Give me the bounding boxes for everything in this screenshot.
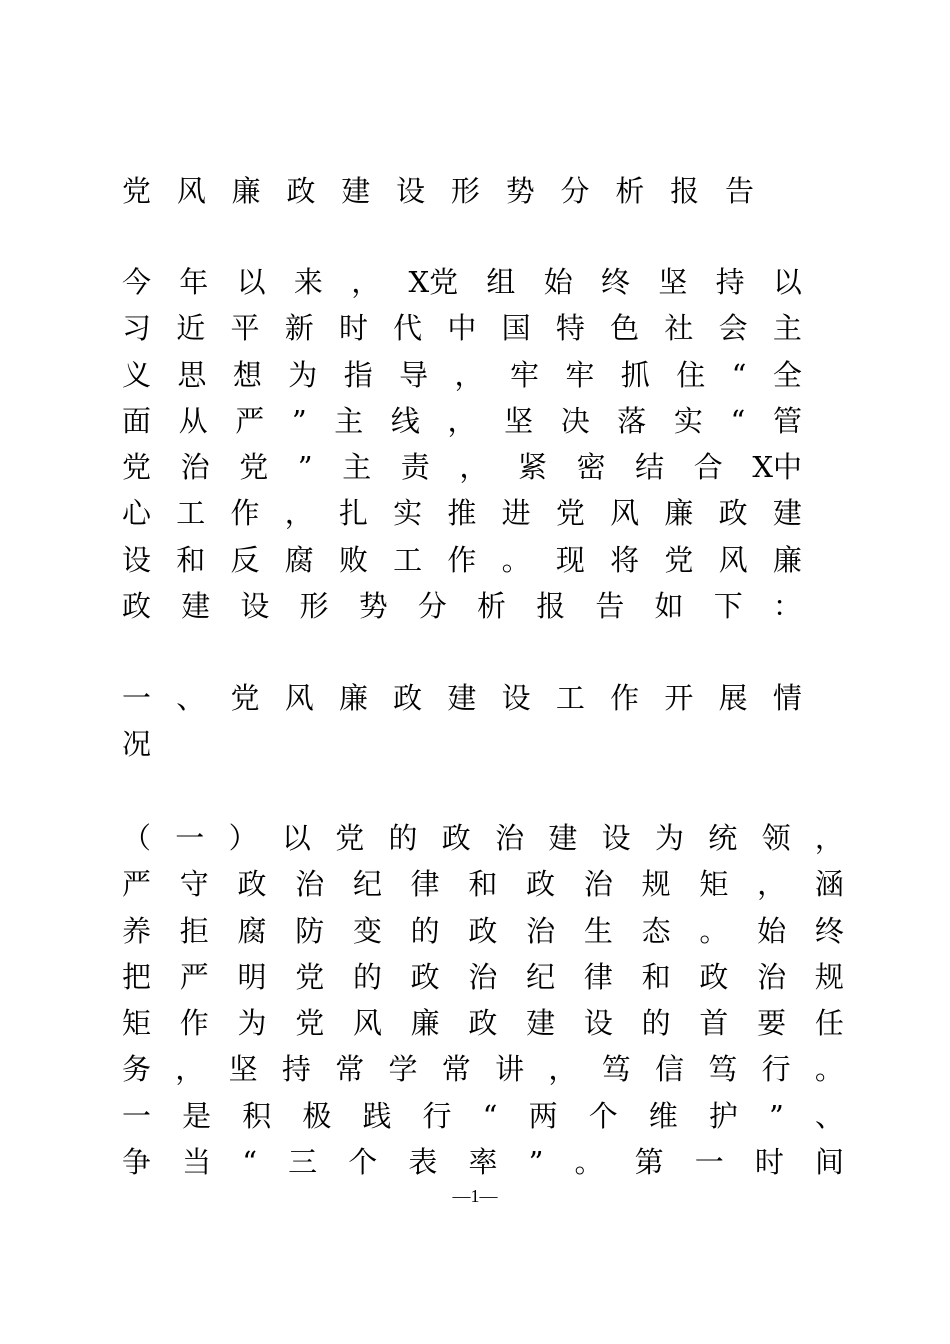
text-character: 的 xyxy=(410,913,440,948)
text-character: 告 xyxy=(595,589,625,624)
text-character: 治 xyxy=(180,450,210,485)
text-character: 党 xyxy=(295,1006,325,1041)
text-character: 治 xyxy=(495,821,525,855)
text-character: 涵 xyxy=(814,867,844,902)
text-character: 政 xyxy=(468,1006,498,1041)
text-character: ， xyxy=(447,403,477,438)
text-character: 一 xyxy=(122,1098,152,1133)
text-character: 政 xyxy=(237,867,267,902)
text-character: 和 xyxy=(641,959,671,994)
text-character: 政 xyxy=(393,681,423,715)
text-character: ， xyxy=(814,821,844,855)
text-character: 以 xyxy=(236,265,266,299)
text-character: 拒 xyxy=(179,913,209,948)
text-character: 建 xyxy=(341,174,371,208)
text-character: ” xyxy=(297,450,313,485)
text-line xyxy=(122,259,802,305)
text-character: ， xyxy=(454,357,484,392)
text-character: ： xyxy=(772,589,802,624)
text-character: X党 xyxy=(408,265,459,299)
text-character: 导 xyxy=(399,357,429,392)
text-character: ， xyxy=(284,496,314,531)
text-character: 第 xyxy=(634,1145,664,1180)
text-character: 主 xyxy=(334,403,364,438)
text-character: 政 xyxy=(468,913,498,948)
text-character: 平 xyxy=(230,311,260,346)
text-character: 争 xyxy=(122,1145,152,1180)
text-character: 矩 xyxy=(122,1006,152,1041)
text-line xyxy=(122,168,754,214)
text-character: 现 xyxy=(555,542,585,577)
text-character: 生 xyxy=(583,913,613,948)
text-character: 从 xyxy=(178,403,208,438)
text-character: ， xyxy=(459,450,489,485)
text-character: 严 xyxy=(122,867,152,902)
text-line xyxy=(122,398,802,444)
text-character: ） xyxy=(228,821,258,855)
text-line xyxy=(122,861,844,907)
text-character: 以 xyxy=(281,821,311,855)
text-character: 矩 xyxy=(699,867,729,902)
text-character: ， xyxy=(548,1052,578,1087)
text-character: 时 xyxy=(338,311,368,346)
text-character: 坚 xyxy=(228,1052,258,1087)
text-character: 风 xyxy=(718,542,748,577)
text-character: 情 xyxy=(772,681,802,715)
text-character: 思 xyxy=(177,357,207,392)
section-heading-1 xyxy=(122,675,802,768)
text-line xyxy=(122,1000,844,1046)
text-character: 主 xyxy=(772,311,802,346)
text-character: 、 xyxy=(814,1098,844,1133)
text-character: 首 xyxy=(699,1006,729,1041)
text-character: 中 xyxy=(447,311,477,346)
text-character: 率 xyxy=(468,1145,498,1180)
text-character: 持 xyxy=(715,265,745,299)
text-character: 分 xyxy=(560,174,590,208)
text-character: 风 xyxy=(176,174,206,208)
text-character: 党 xyxy=(335,821,365,855)
text-character: 败 xyxy=(338,542,368,577)
text-character: ， xyxy=(175,1052,205,1087)
text-line xyxy=(122,583,802,629)
text-character: 来 xyxy=(293,265,323,299)
text-character: 讲 xyxy=(495,1052,525,1087)
text-character: 住 xyxy=(676,357,706,392)
text-character: 廉 xyxy=(772,542,802,577)
text-character: 治 xyxy=(468,959,498,994)
text-character: 形 xyxy=(299,589,329,624)
text-character: “ xyxy=(731,357,747,392)
text-character: 领 xyxy=(761,821,791,855)
text-character: 廉 xyxy=(410,1006,440,1041)
text-character: 务 xyxy=(122,1052,152,1087)
text-character: 告 xyxy=(724,174,754,208)
text-character: 会 xyxy=(718,311,748,346)
text-line xyxy=(122,352,802,398)
text-character: 党 xyxy=(122,174,152,208)
text-character: 态 xyxy=(641,913,671,948)
text-character: 国 xyxy=(501,311,531,346)
text-character: 信 xyxy=(654,1052,684,1087)
text-character: 党 xyxy=(239,450,269,485)
text-character: 设 xyxy=(240,589,270,624)
text-character: 设 xyxy=(122,542,152,577)
text-character: ， xyxy=(351,265,381,299)
text-character: 间 xyxy=(814,1145,844,1180)
text-character: 落 xyxy=(617,403,647,438)
text-character: 的 xyxy=(388,821,418,855)
text-line xyxy=(122,1046,844,1092)
text-character: 进 xyxy=(501,496,531,531)
text-character: 终 xyxy=(814,913,844,948)
text-character: “ xyxy=(242,1145,258,1180)
text-character: 新 xyxy=(284,311,314,346)
text-character: 终 xyxy=(601,265,631,299)
text-character: 面 xyxy=(122,403,152,438)
text-character: 形 xyxy=(450,174,480,208)
text-character: 政 xyxy=(441,821,471,855)
text-character: 报 xyxy=(670,174,700,208)
text-character: 护 xyxy=(708,1098,738,1133)
text-character: 建 xyxy=(548,821,578,855)
text-line xyxy=(122,954,844,1000)
text-character: 代 xyxy=(393,311,423,346)
text-character: 工 xyxy=(393,542,423,577)
text-character: 任 xyxy=(814,1006,844,1041)
text-character: 笃 xyxy=(708,1052,738,1087)
text-character: 社 xyxy=(664,311,694,346)
text-character: 作 xyxy=(610,681,640,715)
text-character: 设 xyxy=(601,821,631,855)
text-character: 为 xyxy=(237,1006,267,1041)
text-character: 始 xyxy=(543,265,573,299)
text-character: 管 xyxy=(772,403,802,438)
text-character: 年 xyxy=(179,265,209,299)
text-character: X中 xyxy=(752,450,802,485)
text-character: 全 xyxy=(772,357,802,392)
page-number: —1— xyxy=(452,1186,498,1206)
text-character: 党 xyxy=(122,450,152,485)
text-character: 设 xyxy=(583,1006,613,1041)
text-character: 把 xyxy=(122,959,152,994)
text-character: 坚 xyxy=(658,265,688,299)
text-character: 建 xyxy=(526,1006,556,1041)
text-character: 、 xyxy=(176,681,206,715)
text-character: 严 xyxy=(179,959,209,994)
text-character: 组 xyxy=(486,265,516,299)
text-character: 作 xyxy=(179,1006,209,1041)
text-line xyxy=(122,675,802,721)
text-character: 常 xyxy=(441,1052,471,1087)
text-character: 下 xyxy=(713,589,743,624)
text-character: 坚 xyxy=(504,403,534,438)
text-character: 报 xyxy=(536,589,566,624)
text-character: ” xyxy=(291,403,307,438)
text-character: 抓 xyxy=(620,357,650,392)
text-line xyxy=(122,815,844,861)
text-character: 规 xyxy=(641,867,671,902)
text-character: 规 xyxy=(814,959,844,994)
text-character: 治 xyxy=(757,959,787,994)
text-character: 积 xyxy=(242,1098,272,1133)
text-character: 设 xyxy=(396,174,426,208)
text-character: 今 xyxy=(122,265,152,299)
text-character: 密 xyxy=(576,450,606,485)
text-character: 工 xyxy=(555,681,585,715)
text-character: 线 xyxy=(390,403,420,438)
text-character: 守 xyxy=(179,867,209,902)
text-character: 始 xyxy=(757,913,787,948)
text-character: 廉 xyxy=(338,681,368,715)
text-character: 一 xyxy=(122,681,152,715)
text-character: 为 xyxy=(288,357,318,392)
text-character: 牢 xyxy=(565,357,595,392)
text-character: 治 xyxy=(526,913,556,948)
text-character: 个 xyxy=(588,1098,618,1133)
text-character: 持 xyxy=(281,1052,311,1087)
text-character: 想 xyxy=(232,357,262,392)
text-line xyxy=(122,1093,844,1139)
text-character: 明 xyxy=(237,959,267,994)
text-character: 养 xyxy=(122,913,152,948)
text-character: 纪 xyxy=(352,867,382,902)
text-character: 特 xyxy=(555,311,585,346)
text-character: 。 xyxy=(574,1145,604,1180)
text-character: 统 xyxy=(708,821,738,855)
text-line xyxy=(122,444,802,490)
text-character: 两 xyxy=(528,1098,558,1133)
text-character: 决 xyxy=(560,403,590,438)
text-character: 将 xyxy=(610,542,640,577)
text-line xyxy=(122,721,802,767)
text-character: 廉 xyxy=(664,496,694,531)
text-character: 的 xyxy=(352,959,382,994)
text-character: 党 xyxy=(555,496,585,531)
text-character: 党 xyxy=(230,681,260,715)
subsection-paragraph-1 xyxy=(122,815,844,1185)
text-character: 行 xyxy=(761,1052,791,1087)
text-character: 扎 xyxy=(338,496,368,531)
text-character: 反 xyxy=(230,542,260,577)
text-character: 时 xyxy=(754,1145,784,1180)
text-character: 实 xyxy=(673,403,703,438)
text-character: 政 xyxy=(410,959,440,994)
text-character: 习 xyxy=(122,311,152,346)
text-character: 纪 xyxy=(526,959,556,994)
text-character: 建 xyxy=(447,681,477,715)
text-character: 律 xyxy=(583,959,613,994)
text-character: 设 xyxy=(501,681,531,715)
text-character: 政 xyxy=(718,496,748,531)
text-character: 为 xyxy=(654,821,684,855)
text-character: 维 xyxy=(648,1098,678,1133)
text-character: 作 xyxy=(230,496,260,531)
text-character: 色 xyxy=(610,311,640,346)
text-character: 学 xyxy=(388,1052,418,1087)
text-character: 治 xyxy=(295,867,325,902)
text-character: 廉 xyxy=(231,174,261,208)
text-character: 常 xyxy=(335,1052,365,1087)
text-character: 势 xyxy=(505,174,535,208)
text-character: 建 xyxy=(772,496,802,531)
text-character: 三 xyxy=(288,1145,318,1180)
text-character: 表 xyxy=(408,1145,438,1180)
text-character: 分 xyxy=(417,589,447,624)
text-character: 个 xyxy=(348,1145,378,1180)
text-line xyxy=(122,537,802,583)
text-character: 责 xyxy=(400,450,430,485)
text-character: 推 xyxy=(447,496,477,531)
text-character: 如 xyxy=(654,589,684,624)
text-line xyxy=(122,1139,844,1185)
text-character: 腐 xyxy=(237,913,267,948)
text-character: 作 xyxy=(447,542,477,577)
text-character: 。 xyxy=(501,542,531,577)
text-character: 变 xyxy=(352,913,382,948)
text-character: 防 xyxy=(295,913,325,948)
text-line xyxy=(122,305,802,351)
text-character: 近 xyxy=(176,311,206,346)
text-character: 一 xyxy=(694,1145,724,1180)
text-character: 主 xyxy=(342,450,372,485)
text-line xyxy=(122,490,802,536)
text-character: ” xyxy=(528,1145,544,1180)
text-character: 势 xyxy=(358,589,388,624)
text-character: 严 xyxy=(235,403,265,438)
text-character: 和 xyxy=(176,542,206,577)
text-character: 政 xyxy=(526,867,556,902)
text-character: 要 xyxy=(757,1006,787,1041)
document-title xyxy=(122,168,754,214)
text-character: 工 xyxy=(176,496,206,531)
text-character: 心 xyxy=(122,496,152,531)
text-character: 以 xyxy=(772,265,802,299)
text-character: 指 xyxy=(343,357,373,392)
text-character: 律 xyxy=(410,867,440,902)
text-character: 况 xyxy=(122,727,152,762)
text-character: 。 xyxy=(699,913,729,948)
text-character: 风 xyxy=(352,1006,382,1041)
text-character: 践 xyxy=(362,1098,392,1133)
text-character: ” xyxy=(769,1098,784,1133)
text-character: 结 xyxy=(635,450,665,485)
text-line xyxy=(122,908,844,954)
text-character: 建 xyxy=(181,589,211,624)
text-character: 政 xyxy=(699,959,729,994)
text-character: 紧 xyxy=(517,450,547,485)
text-character: 极 xyxy=(302,1098,332,1133)
text-character: 风 xyxy=(610,496,640,531)
text-character: 合 xyxy=(693,450,723,485)
text-character: 风 xyxy=(284,681,314,715)
text-character: 开 xyxy=(664,681,694,715)
intro-paragraph xyxy=(122,259,802,629)
text-character: 析 xyxy=(615,174,645,208)
text-character: “ xyxy=(482,1098,498,1133)
text-character: 是 xyxy=(182,1098,212,1133)
text-character: 行 xyxy=(422,1098,452,1133)
text-character: 政 xyxy=(286,174,316,208)
text-character: 党 xyxy=(295,959,325,994)
text-character: 和 xyxy=(468,867,498,902)
text-character: 展 xyxy=(718,681,748,715)
text-character: 的 xyxy=(641,1006,671,1041)
text-character: 义 xyxy=(122,357,152,392)
text-character: “ xyxy=(730,403,746,438)
text-character: 实 xyxy=(393,496,423,531)
text-character: （ xyxy=(122,821,152,855)
text-character: 牢 xyxy=(509,357,539,392)
text-character: 当 xyxy=(182,1145,212,1180)
text-character: ， xyxy=(757,867,787,902)
text-character: 一 xyxy=(175,821,205,855)
text-character: 治 xyxy=(583,867,613,902)
text-character: 政 xyxy=(122,589,152,624)
text-character: 腐 xyxy=(284,542,314,577)
text-character: 笃 xyxy=(601,1052,631,1087)
text-character: 党 xyxy=(664,542,694,577)
text-character: 析 xyxy=(477,589,507,624)
text-character: 。 xyxy=(814,1052,844,1087)
